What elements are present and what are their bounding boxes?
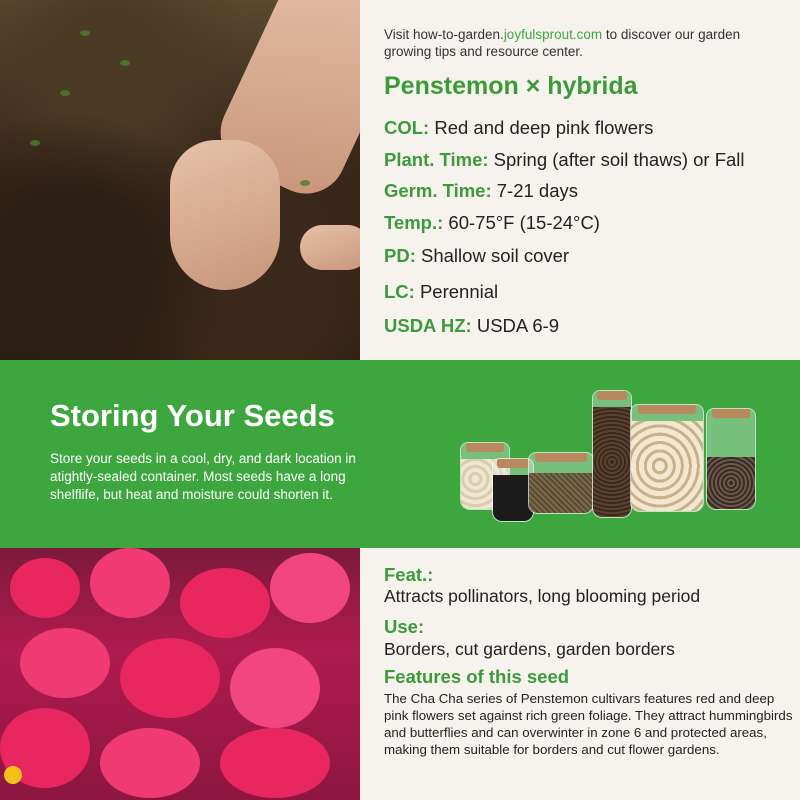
spec-value: 7-21 days	[496, 180, 579, 201]
features-panel	[360, 548, 800, 800]
feat-value: Attracts pollinators, long blooming period	[384, 586, 701, 606]
spec-key: PD:	[384, 245, 416, 266]
seed-features-label: Features of this seed	[384, 666, 570, 687]
spec-row-germ-time	[384, 180, 578, 202]
spec-key: Plant. Time:	[384, 149, 489, 170]
flower-bloom	[180, 568, 270, 638]
spec-value: Spring (after soil thaws) or Fall	[493, 149, 745, 170]
spec-row-lc	[384, 281, 498, 303]
spec-row-pd	[384, 245, 569, 267]
flower-bloom	[270, 553, 350, 623]
seed-jar-icon	[630, 404, 704, 512]
spec-row-temp	[384, 212, 600, 234]
flower-bloom	[120, 638, 220, 718]
sprout	[60, 90, 70, 96]
sprout	[30, 140, 40, 146]
use-label: Use:	[384, 616, 425, 637]
storing-seeds-band	[0, 360, 800, 548]
sprout	[80, 30, 90, 36]
spec-key: COL:	[384, 117, 430, 138]
spec-value: Red and deep pink flowers	[434, 117, 654, 138]
spec-value: 60-75°F (15-24°C)	[448, 212, 600, 233]
spec-key: Germ. Time:	[384, 180, 492, 201]
spec-key: LC:	[384, 281, 415, 302]
yellow-flower	[4, 766, 22, 784]
use-value: Borders, cut gardens, garden borders	[384, 639, 675, 659]
seed-jar-icon	[528, 452, 594, 514]
spec-value: Perennial	[419, 281, 499, 302]
visit-site-link[interactable]: joyfulsprout.com	[503, 27, 603, 42]
flower-bloom	[90, 548, 170, 618]
palm-illustration	[170, 140, 280, 290]
flower-bloom	[220, 728, 330, 798]
seed-jar-icon	[592, 390, 632, 518]
feat-label: Feat.:	[384, 564, 434, 585]
species-title: Penstemon × hybrida	[384, 72, 638, 100]
storing-title: Storing Your Seeds	[50, 398, 335, 433]
sprout	[300, 180, 310, 186]
spec-value: USDA 6-9	[476, 315, 560, 336]
seed-jar-icon	[706, 408, 756, 510]
visit-suffix: to discover our garden growing tips and resource center.	[384, 27, 741, 59]
sprout	[120, 60, 130, 66]
spec-key: Temp.:	[384, 212, 444, 233]
spec-value: Shallow soil cover	[421, 245, 570, 266]
spec-row-usda	[384, 315, 559, 337]
plant-info-panel	[360, 0, 800, 360]
spec-key: USDA HZ:	[384, 315, 472, 336]
storing-text: Store your seeds in a cool, dry, and dark location in atightly-sealed container. Most seeds have a long shelflife, but heat and moisture could shorten it.	[50, 451, 356, 502]
penstemon-flowers-photo	[0, 548, 360, 800]
flower-bloom	[10, 558, 80, 618]
flower-bloom	[100, 728, 200, 798]
spec-row-plant-time	[384, 149, 745, 171]
visit-prefix: Visit how-to-garden.	[384, 27, 504, 42]
visit-text	[384, 26, 784, 60]
seed-features-text: The Cha Cha series of Penstemon cultivars features red and deep pink flowers set against rich green foliage. They attract hummingbirds and butterflies and can overwinter in zone 6 and protected areas, making them suitable for borders and cut flower gardens.	[384, 691, 793, 757]
second-hand-illustration	[300, 225, 360, 270]
flower-bloom	[20, 628, 110, 698]
soil-hand-photo	[0, 0, 360, 360]
spec-row-col	[384, 117, 653, 139]
flower-bloom	[230, 648, 320, 728]
